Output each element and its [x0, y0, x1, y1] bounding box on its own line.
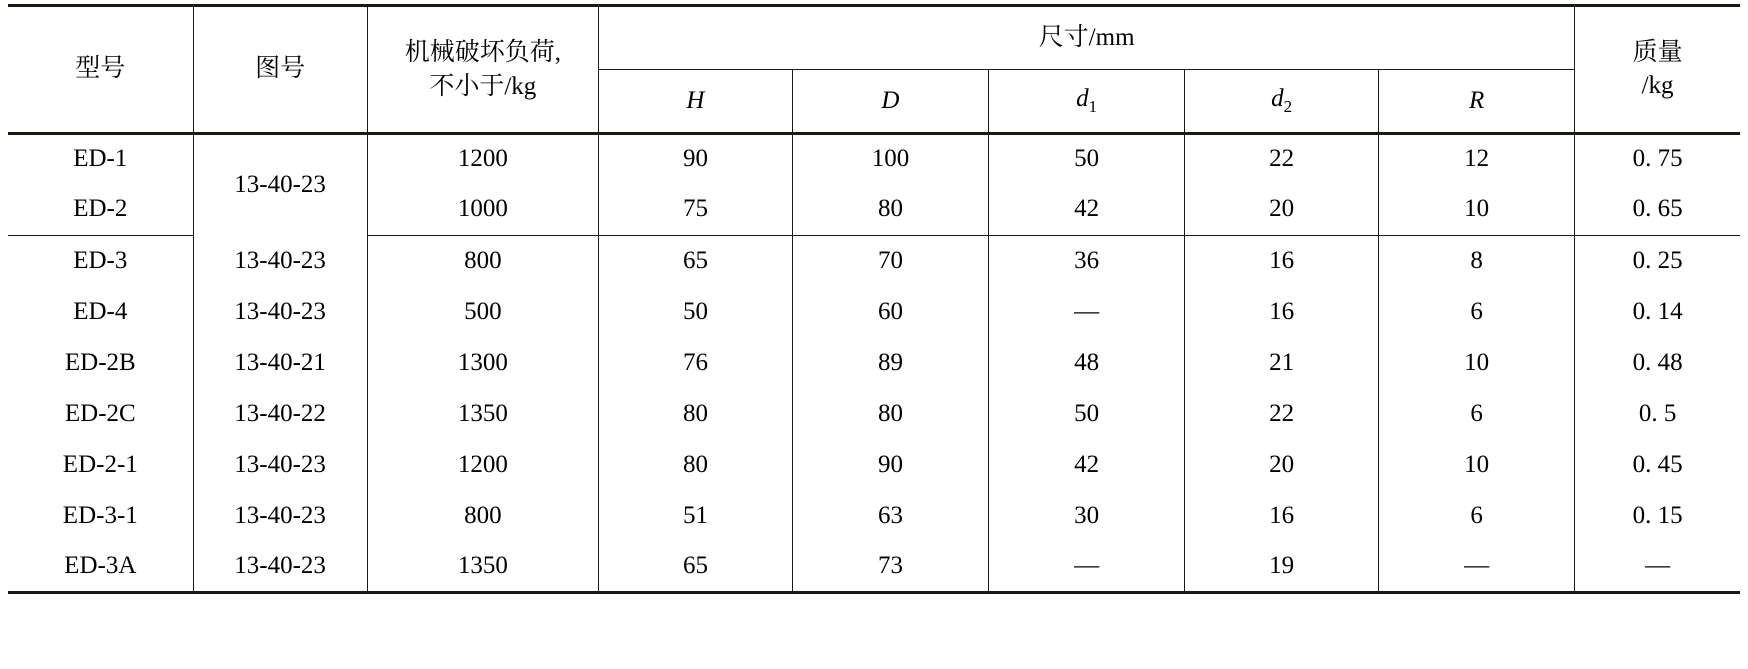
cell-mass: 0. 75 — [1632, 145, 1683, 173]
header-drawing-no: 图号 — [193, 6, 367, 134]
cell-d: 80 — [792, 389, 988, 440]
cell-mass: 0. 15 — [1632, 501, 1683, 529]
cell-load: 1200 — [367, 134, 598, 185]
header-mass-line2: /kg — [1641, 71, 1674, 99]
header-mass-line1: 质量 — [1632, 39, 1683, 66]
cell-model: ED-4 — [8, 287, 193, 338]
cell-h: 65 — [599, 542, 793, 593]
header-dimensions-group: 尺寸/mm — [599, 6, 1575, 70]
cell-h: 76 — [599, 338, 793, 389]
cell-model: ED-2 — [8, 185, 193, 236]
cell-h: 50 — [599, 287, 793, 338]
cell-d2: 19 — [1185, 542, 1379, 593]
cell-model: ED-2-1 — [8, 440, 193, 491]
cell-d2: 21 — [1185, 338, 1379, 389]
table-sheet — [0, 4, 1748, 669]
header-breaking-load-line1: 机械破坏负荷, — [404, 38, 561, 66]
cell-r: 10 — [1379, 185, 1575, 236]
cell-d1: 36 — [989, 236, 1185, 287]
cell-load: 1300 — [367, 338, 598, 389]
header-dim-d2-sub: 2 — [1283, 97, 1293, 117]
table-body — [8, 134, 1740, 593]
table-row — [8, 338, 1740, 389]
cell-drawing-no: 13-40-23 — [193, 440, 367, 491]
cell-d: 70 — [792, 236, 988, 287]
table-row — [8, 134, 1740, 185]
cell-model: ED-2B — [8, 338, 193, 389]
cell-d1: — — [989, 287, 1185, 338]
header-dim-d1 — [989, 70, 1185, 134]
cell-model: ED-1 — [8, 134, 193, 185]
table-row — [8, 440, 1740, 491]
cell-d: 63 — [792, 491, 988, 542]
header-mass — [1575, 6, 1740, 134]
cell-r: — — [1379, 542, 1575, 593]
header-dim-d1-sub: 1 — [1088, 97, 1098, 117]
cell-d: 89 — [792, 338, 988, 389]
cell-h: 75 — [599, 185, 793, 236]
cell-mass: — — [1575, 542, 1740, 593]
cell-load: 1200 — [367, 440, 598, 491]
cell-drawing-no: 13-40-22 — [193, 389, 367, 440]
cell-h: 80 — [599, 440, 793, 491]
cell-r: 10 — [1379, 338, 1575, 389]
cell-mass: 0. 65 — [1575, 185, 1740, 236]
cell-h: 65 — [599, 236, 793, 287]
cell-d: 73 — [792, 542, 988, 593]
cell-drawing-no: 13-40-21 — [193, 338, 367, 389]
cell-d2: 20 — [1185, 440, 1379, 491]
header-dim-r: R — [1379, 70, 1575, 134]
header-dim-d1-base: d — [1076, 85, 1089, 113]
cell-d: 60 — [792, 287, 988, 338]
cell-drawing-no: 13-40-23 — [193, 236, 367, 287]
cell-drawing-no: 13-40-23 — [193, 491, 367, 542]
cell-drawing-no: 13-40-23 — [193, 542, 367, 593]
cell-d2: 20 — [1185, 185, 1379, 236]
cell-d1: 30 — [989, 491, 1185, 542]
cell-load: 800 — [367, 491, 598, 542]
cell-d1: 48 — [989, 338, 1185, 389]
cell-r: 6 — [1379, 491, 1575, 542]
table-row — [8, 236, 1740, 287]
cell-h: 80 — [599, 389, 793, 440]
cell-d: 100 — [792, 134, 988, 185]
table-row — [8, 389, 1740, 440]
cell-d: 80 — [792, 185, 988, 236]
cell-d1: 42 — [989, 440, 1185, 491]
table-row — [8, 287, 1740, 338]
cell-mass: 0. 48 — [1632, 348, 1683, 376]
cell-mass: 0. 5 — [1638, 399, 1677, 427]
specification-table — [8, 4, 1740, 594]
cell-d: 90 — [792, 440, 988, 491]
cell-d1: — — [989, 542, 1185, 593]
header-breaking-load-line2: 不小于/kg — [429, 72, 537, 100]
cell-d1: 50 — [989, 134, 1185, 185]
cell-mass: 0. 14 — [1632, 297, 1683, 325]
cell-d1: 42 — [989, 185, 1185, 236]
header-dim-d: D — [792, 70, 988, 134]
cell-model: ED-3A — [8, 542, 193, 593]
header-dim-d2-base: d — [1271, 85, 1284, 113]
cell-load: 500 — [367, 287, 598, 338]
cell-model: ED-3-1 — [8, 491, 193, 542]
header-row-1 — [8, 6, 1740, 70]
cell-load: 800 — [367, 236, 598, 287]
cell-d2: 16 — [1185, 491, 1379, 542]
cell-r: 8 — [1379, 236, 1575, 287]
cell-r: 6 — [1379, 287, 1575, 338]
cell-d2: 16 — [1185, 287, 1379, 338]
cell-d2: 16 — [1185, 236, 1379, 287]
cell-load: 1350 — [367, 542, 598, 593]
cell-mass: 0. 45 — [1632, 450, 1683, 478]
table-row — [8, 491, 1740, 542]
cell-drawing-no: 13-40-23 — [193, 287, 367, 338]
table-row — [8, 542, 1740, 593]
cell-d1: 50 — [989, 389, 1185, 440]
cell-h: 90 — [599, 134, 793, 185]
header-model: 型号 — [8, 6, 193, 134]
header-dim-d2 — [1185, 70, 1379, 134]
cell-r: 12 — [1379, 134, 1575, 185]
cell-model: ED-2C — [8, 389, 193, 440]
table-header — [8, 6, 1740, 134]
cell-d2: 22 — [1185, 389, 1379, 440]
cell-h: 51 — [599, 491, 793, 542]
header-breaking-load — [367, 6, 598, 134]
cell-d2: 22 — [1185, 134, 1379, 185]
cell-load: 1350 — [367, 389, 598, 440]
cell-r: 10 — [1379, 440, 1575, 491]
header-dim-h: H — [599, 70, 793, 134]
cell-load: 1000 — [367, 185, 598, 236]
cell-drawing-no-merged: 13-40-23 — [193, 134, 367, 236]
cell-r: 6 — [1379, 389, 1575, 440]
cell-model: ED-3 — [8, 236, 193, 287]
cell-mass: 0. 25 — [1632, 246, 1683, 274]
